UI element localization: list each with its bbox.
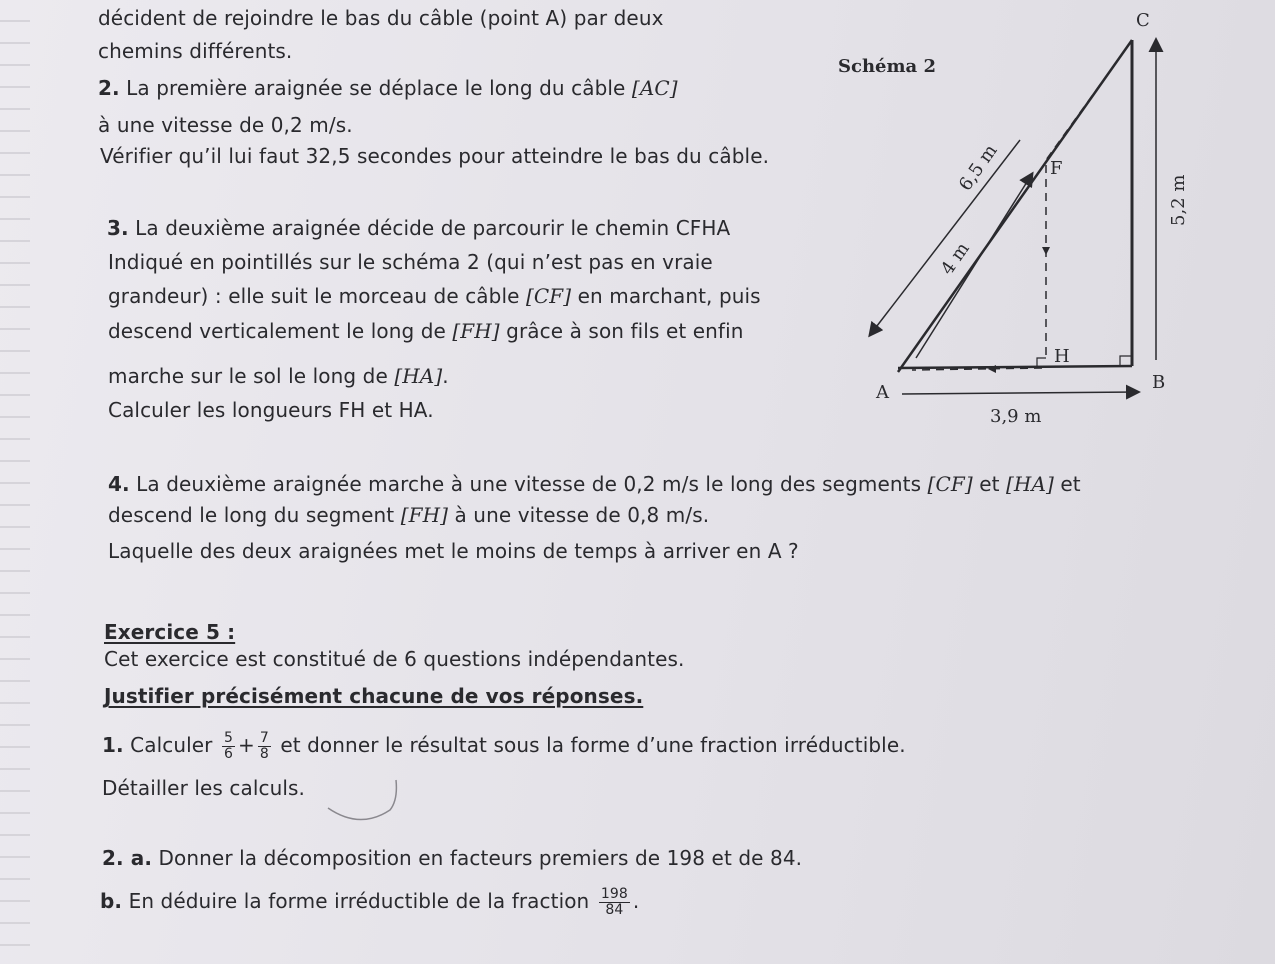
- arrow-down-fh: [1042, 247, 1050, 255]
- question-2-line-1: [98, 78, 678, 98]
- segment-ha: [HA]: [394, 364, 443, 388]
- question-4-number: 4.: [108, 472, 130, 496]
- segment-ac: [AC]: [631, 76, 678, 100]
- fraction-7-8-den: 8: [259, 746, 269, 762]
- question-3-line-6: Calculer les longueurs FH et HA.: [108, 398, 434, 422]
- exercise-5-intro: Cet exercice est constitué de 6 questions indépendantes.: [104, 647, 685, 671]
- e2b-text: En déduire la forme irréductible de la fraction: [122, 889, 590, 913]
- label-f: F: [1050, 158, 1063, 179]
- q3-c2: en marchant, puis: [571, 284, 761, 308]
- e2a-number: 2. a.: [102, 846, 153, 870]
- segment-cf: [CF]: [525, 284, 572, 308]
- exercise-5-q2b: [100, 878, 639, 924]
- schema-title: Schéma 2: [838, 56, 936, 77]
- question-3-line-3: [108, 286, 761, 306]
- q4-a3: et: [1053, 472, 1081, 496]
- label-h: H: [1054, 346, 1070, 367]
- label-b: B: [1152, 372, 1166, 393]
- label-c: C: [1136, 10, 1150, 31]
- pencil-mark: [320, 770, 410, 830]
- exercise-5-q2a: [102, 848, 802, 868]
- question-3-line-5: [108, 366, 449, 386]
- label-a: A: [876, 382, 889, 403]
- segment-fh: [FH]: [452, 319, 500, 343]
- fraction-7-8: [258, 731, 271, 761]
- q4-segment-fh: [FH]: [400, 503, 449, 527]
- question-3-text: La deuxième araignée décide de parcourir le chemin CFHA: [128, 216, 731, 240]
- schema-2-diagram: [820, 0, 1260, 440]
- fraction-198-84: [599, 887, 630, 917]
- fraction-198-84-den: 84: [605, 902, 624, 918]
- q3-d1: descend verticalement le long de: [108, 319, 453, 343]
- fraction-5-6: [222, 731, 235, 761]
- e1-text-b: et donner le résultat sous la forme d’une fraction irréductible.: [273, 733, 906, 757]
- q3-c1: grandeur) : elle suit le morceau de câble: [108, 284, 526, 308]
- label-cf: 4 m: [936, 238, 974, 279]
- question-4-line-3: Laquelle des deux araignées met le moins de temps à arriver en A ?: [108, 539, 799, 563]
- fraction-5-6-num: 5: [223, 730, 233, 747]
- question-4-line-1: [108, 474, 1081, 494]
- e1-text-a: Calculer: [123, 733, 213, 757]
- label-cable: 6,5 m: [954, 140, 1002, 195]
- question-3-line-2: Indiqué en pointillés sur le schéma 2 (qui n’est pas en vraie: [108, 250, 713, 274]
- exercise-5-justify: Justifier précisément chacune de vos réponses.: [104, 684, 644, 708]
- ground-ab: [898, 366, 1132, 368]
- intro-line-2: chemins différents.: [98, 39, 293, 63]
- question-3-number: 3.: [107, 216, 129, 240]
- question-4-line-2: [108, 505, 709, 525]
- q4-segment-cf: [CF]: [927, 472, 973, 496]
- label-height: 5,2 m: [1168, 174, 1189, 226]
- q4-segment-ha: [HA]: [1006, 472, 1054, 496]
- question-2-line-3: Vérifier qu’il lui faut 32,5 secondes pour atteindre le bas du câble.: [100, 144, 770, 168]
- fraction-7-8-num: 7: [259, 730, 269, 747]
- q4-a2: et: [972, 472, 1006, 496]
- fraction-198-84-num: 198: [600, 886, 628, 903]
- dimension-cf: [916, 174, 1032, 358]
- q3-e2: .: [442, 364, 449, 388]
- binder-edge: [0, 0, 30, 964]
- right-angle-b: [1120, 356, 1132, 366]
- e2b-end: .: [632, 889, 640, 913]
- question-2-number: 2.: [98, 76, 120, 100]
- dimension-base: [902, 392, 1138, 394]
- e2b-number: b.: [100, 889, 123, 913]
- question-2-text: La première araignée se déplace le long du câble: [119, 76, 632, 100]
- question-3-line-1: [107, 218, 730, 238]
- exercise-5-title: Exercice 5 :: [104, 620, 236, 644]
- exercise-5-q1-detail: Détailler les calculs.: [102, 776, 306, 800]
- e2a-text: Donner la décomposition en facteurs premiers de 198 et de 84.: [152, 846, 803, 870]
- q3-e1: marche sur le sol le long de: [108, 364, 395, 388]
- q3-d2: grâce à son fils et enfin: [499, 319, 744, 343]
- label-base: 3,9 m: [990, 406, 1042, 427]
- exercise-5-q1-line: [102, 722, 906, 768]
- q4-b2: à une vitesse de 0,8 m/s.: [448, 503, 710, 527]
- intro-line-1: décident de rejoindre le bas du câble (point A) par deux: [98, 6, 664, 30]
- question-3-line-4: [108, 321, 744, 341]
- e1-number: 1.: [102, 733, 124, 757]
- question-2-line-2: à une vitesse de 0,2 m/s.: [98, 113, 353, 137]
- q4-a1: La deuxième araignée marche à une vitesse de 0,2 m/s le long des segments: [129, 472, 928, 496]
- q4-b1: descend le long du segment: [108, 503, 401, 527]
- fraction-5-6-den: 6: [223, 746, 233, 762]
- plus-sign: +: [238, 733, 255, 757]
